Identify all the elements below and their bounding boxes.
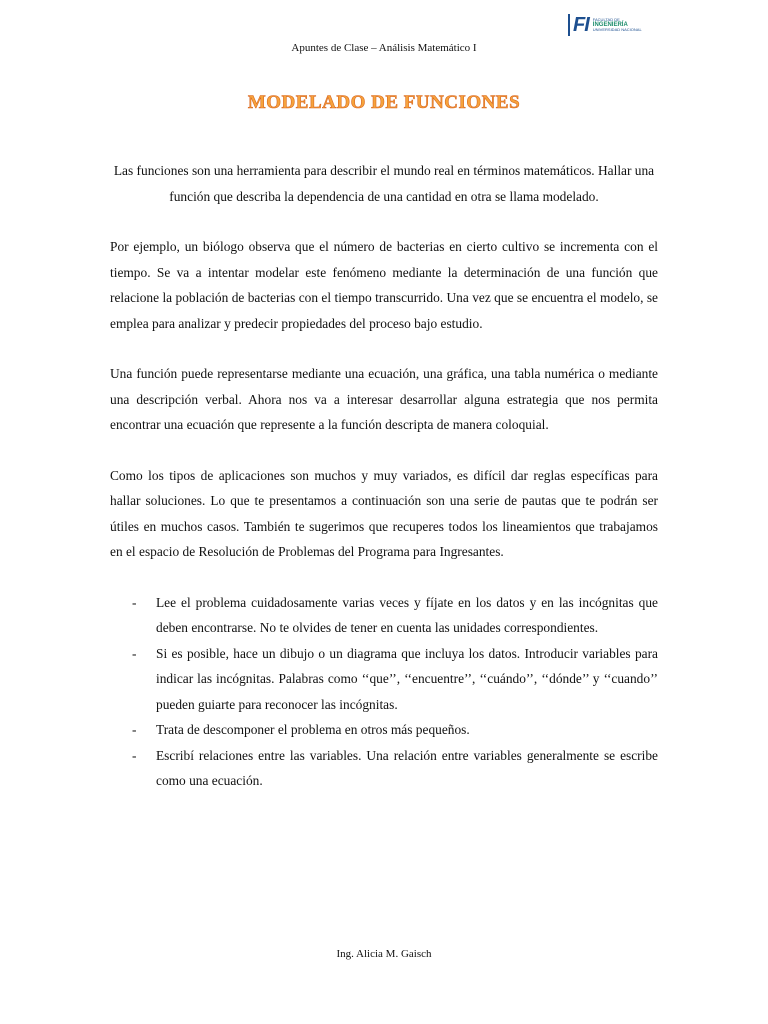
logo-line1: FACULTAD DE	[592, 17, 620, 22]
bullet-dash: -	[132, 747, 137, 763]
list-item	[110, 590, 658, 641]
list-item	[110, 717, 658, 743]
page-footer: Ing. Alicia M. Gaisch	[336, 948, 432, 960]
guidelines-list	[110, 590, 658, 794]
logo-mark: FI	[573, 13, 589, 36]
page-header: Apuntes de Clase – Análisis Matemático I	[291, 42, 477, 54]
list-item-text: Escribí relaciones entre las variables. Una relación entre variables generalmente se escribe como una ecuación.	[156, 747, 658, 788]
page-title: MODELADO DE FUNCIONES	[247, 92, 521, 113]
list-item	[110, 743, 658, 794]
intro-paragraph: Las funciones son una herramienta para describir el mundo real en términos matemáticos. Hallar una función que describa la dependencia de una cantidad en otra se llama modelado.	[113, 163, 655, 204]
logo-line2: INGENIERÍA	[592, 22, 628, 28]
example-paragraph: Por ejemplo, un biólogo observa que el número de bacterias en cierto cultivo se incrementa con el tiempo. Se va a intentar modelar este fenómeno mediante la determinación de una función que relacione la población de bacterias con el tiempo transcurrido. Una vez que se encuentra el modelo, se emplea para analizar y predecir propiedades del proceso bajo estudio.	[110, 239, 658, 331]
bullet-dash: -	[132, 645, 137, 661]
logo-line3: UNIVERSIDAD NACIONAL	[592, 27, 642, 32]
list-item-text: Si es posible, hace un dibujo o un diagrama que incluya los datos. Introducir variables para indicar las incógnitas. Palabras como ‘‘que’’, ‘‘encuentre’’, ‘‘cuándo’’, ‘‘dónde’’ y ‘‘cuando’’ pueden guiarte para reconocer las incógnitas.	[156, 645, 658, 712]
document-body	[110, 158, 658, 794]
bullet-dash: -	[132, 594, 137, 610]
list-item-text: Trata de descomponer el problema en otros más pequeños.	[156, 722, 470, 737]
bullet-dash: -	[132, 722, 137, 737]
logo-bar	[568, 14, 570, 36]
representation-paragraph: Una función puede representarse mediante una ecuación, una gráfica, una tabla numérica o mediante una descripción verbal. Ahora nos va a interesar desarrollar alguna estrategia que nos permita encontrar una ecuación que represente a la función descripta de manera coloquial.	[110, 366, 658, 432]
list-item	[110, 641, 658, 718]
faculty-logo	[568, 12, 648, 38]
strategy-paragraph: Como los tipos de aplicaciones son muchos y muy variados, es difícil dar reglas específicas para hallar soluciones. Lo que te presentamos a continuación son una serie de pautas que te podrán ser útiles en muchos casos. También te sugerimos que recuperes todos los lineamientos que trabajamos en el espacio de Resolución de Problemas del Programa para Ingresantes.	[110, 467, 658, 559]
list-item-text: Lee el problema cuidadosamente varias veces y fíjate en los datos y en las incógnitas que deben encontrarse. No te olvides de tener en cuenta las unidades correspondientes.	[156, 594, 658, 635]
logo-text	[593, 18, 642, 32]
